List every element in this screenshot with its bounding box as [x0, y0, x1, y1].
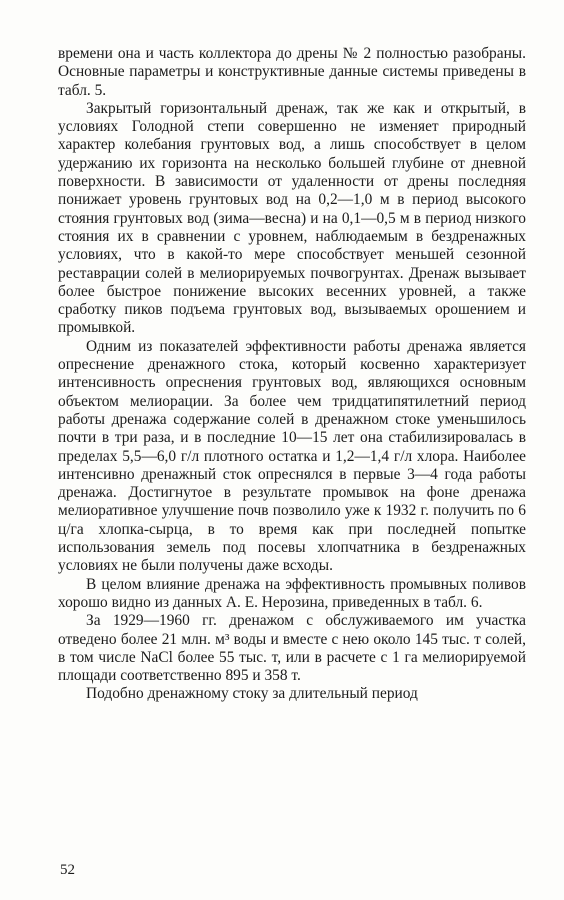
paragraph-1: времени она и часть коллектора до дрены № 2 полностью разобраны. Основные параметры и конструктивные данные системы приведены в табл. 5. [58, 45, 526, 99]
paragraph-6: Подобно дренажному стоку за длительный период [86, 685, 418, 703]
paragraph-5: За 1929—1960 гг. дренажом с обслуживаемого им участка отведено более 21 млн. м³ воды и вместе с нею около 145 тыс. т солей, в том числе NaCl более 55 тыс. т, или в расчете с 1 га мелиорируемой площади соответственно 895 и 358 т. [58, 612, 526, 685]
page-number: 52 [60, 862, 75, 878]
body-text [58, 45, 526, 704]
paragraph-3: Одним из показателей эффективности работы дренажа является опреснение дренажного стока, который косвенно характеризует интенсивность опреснения грунтовых вод, являющихся основным объектом мелиорации. За более чем тридцатипятилетний период работы дренажа содержание солей в дренажном стоке уменьшилось почти в три раза, и в последние 10—15 лет она стабилизировалась в пределах 5,5—6,0 г/л плотного остатка и 1,2—1,4 г/л хлора. Наиболее интенсивно дренажный сток опреснялся в первые 3—4 года работы дренажа. Достигнутое в результате промывок на фоне дренажа мелиоративное улучшение почв позволило уже к 1932 г. получить по 6 ц/га хлопка-сырца, в то время как при последней попытке использования земель под посевы хлопчатника в бездренажных условиях не были получены даже всходы. [58, 337, 526, 575]
paragraph-4: В целом влияние дренажа на эффективность промывных поливов хорошо видно из данных А. Е. Нерозина, приведенных в табл. 6. [58, 575, 526, 611]
paragraph-2: Закрытый горизонтальный дренаж, так же как и открытый, в условиях Голодной степи совершенно не изменяет природный характер колебания грунтовых вод, а лишь способствует в целом удержанию их горизонта на несколько большей глубине от дневной поверхности. В зависимости от удаленности от дрены последняя понижает уровень грунтовых вод на 0,2—1,0 м в период высокого стояния грунтовых вод (зима—весна) и на 0,1—0,5 м в период низкого стояния их в сравнении с уровнем, наблюдаемым в бездренажных условиях, что в какой-то мере способствует меньшей сезонной реставрации солей в мелиорируемых почвогрунтах. Дренаж вызывает более быстрое понижение высоких весенних уровней, а также сработку пиков подъема грунтовых вод, вызываемых орошением и промывкой. [58, 99, 526, 337]
